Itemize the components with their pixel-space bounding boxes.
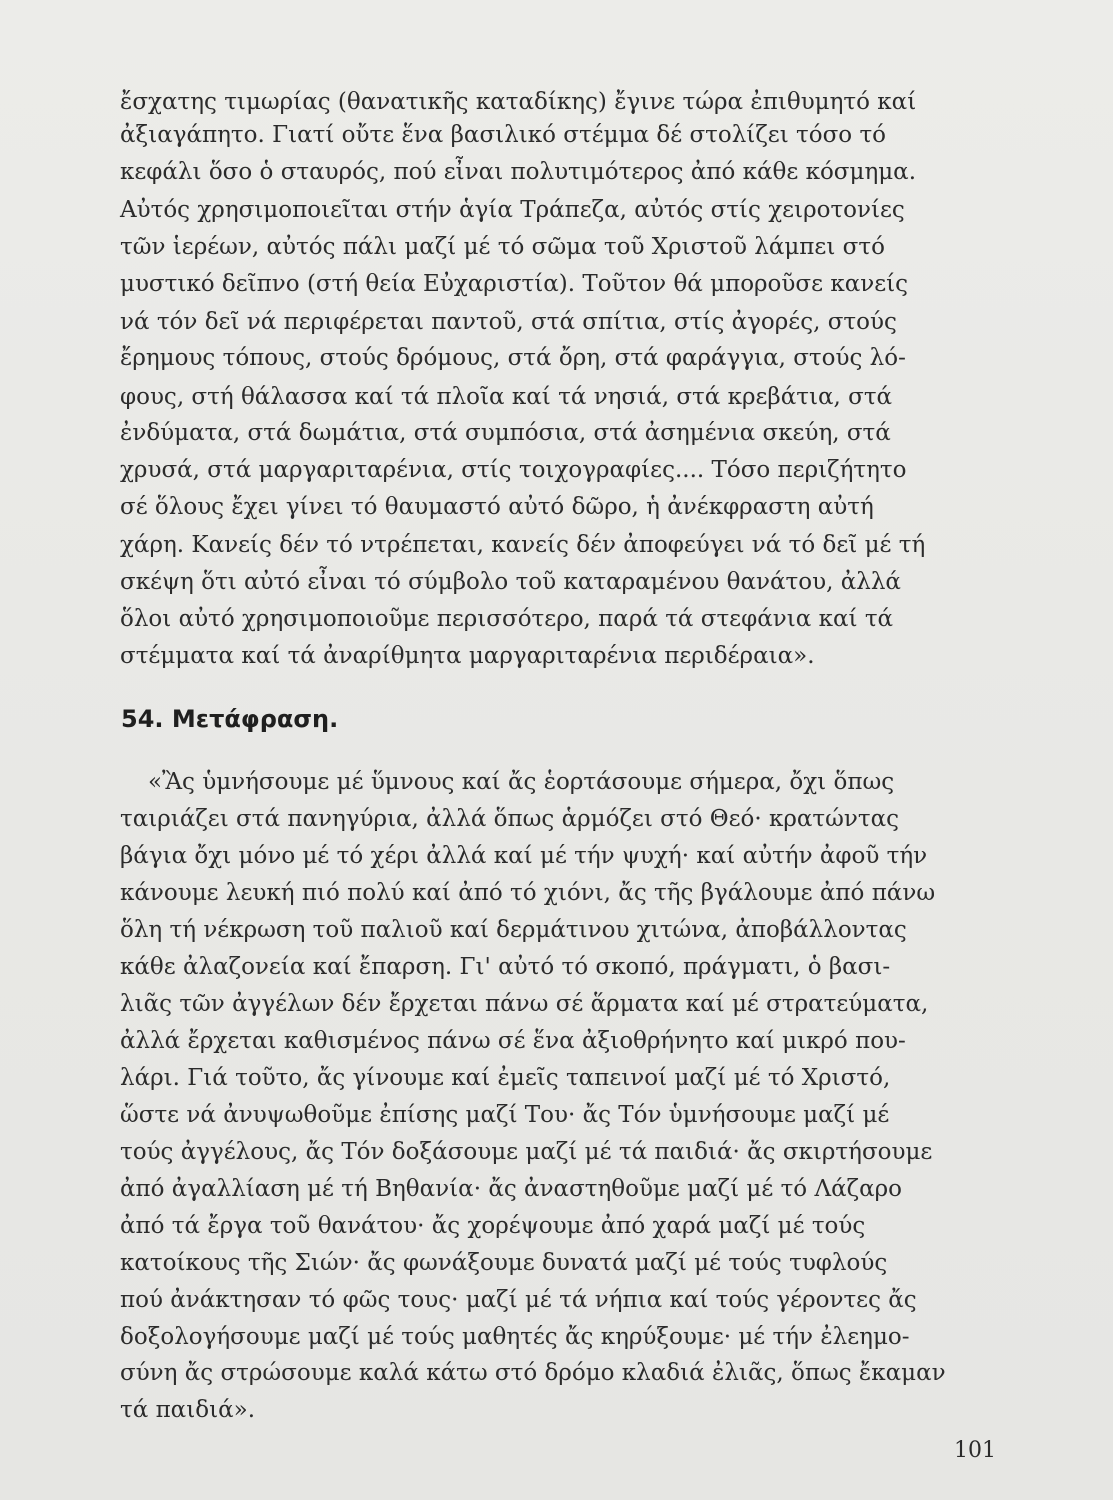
text-line: ταιριάζει στά πανηγύρια, ἀλλά ὅπως ἁρμόζει στό Θεό· κρατώντας (120, 806, 900, 832)
text-line: ὥστε νά ἀνυψωθοῦμε ἐπίσης μαζί Του· ἄς Τόν ὑμνήσουμε μαζί μέ (120, 1102, 890, 1128)
text-line: ἔρημους τόπους, στούς δρόμους, στά ὄρη, στά φαράγγια, στούς λό- (120, 345, 906, 371)
text-line: «Ἂς ὑμνήσουμε μέ ὕμνους καί ἄς ἑορτάσουμε σήμερα, ὄχι ὅπως (148, 769, 895, 795)
text-line: ἔσχατης τιμωρίας (θανατικῆς καταδίκης) ἔγινε τώρα ἐπιθυμητό καί (120, 89, 917, 115)
text-line: νά τόν δεῖ νά περιφέρεται παντοῦ, στά σπίτια, στίς ἀγορές, στούς (120, 309, 897, 335)
text-line: κάθε ἀλαζονεία καί ἔπαρση. Γι' αὐτό τό σκοπό, πράγματι, ὁ βασι- (120, 954, 891, 980)
text-line: κάνουμε λευκή πιό πολύ καί ἀπό τό χιόνι, ἄς τῆς βγάλουμε ἀπό πάνω (120, 880, 936, 906)
text-line: χάρη. Κανείς δέν τό ντρέπεται, κανείς δέν ἀποφεύγει νά τό δεῖ μέ τή (120, 532, 926, 558)
text-line: τά παιδιά». (120, 1397, 256, 1423)
text-line: κατοίκους τῆς Σιών· ἄς φωνάξουμε δυνατά μαζί μέ τούς τυφλούς (120, 1250, 888, 1276)
text-line: ἐνδύματα, στά δωμάτια, στά συμπόσια, στά ἀσημένια σκεύη, στά (120, 420, 891, 446)
text-line: μυστικό δεῖπνο (στή θεία Εὐχαριστία). Τοῦτον θά μποροῦσε κανείς (120, 271, 909, 297)
text-line: τούς ἀγγέλους, ἄς Τόν δοξάσουμε μαζί μέ τά παιδιά· ἄς σκιρτήσουμε (120, 1139, 933, 1165)
text-line: ὅλη τή νέκρωση τοῦ παλιοῦ καί δερμάτινου χιτώνα, ἀποβάλλοντας (120, 917, 907, 943)
text-line: τῶν ἱερέων, αὐτός πάλι μαζί μέ τό σῶμα τοῦ Χριστοῦ λάμπει στό (120, 234, 885, 260)
text-line: ἀπό τά ἔργα τοῦ θανάτου· ἄς χορέψουμε ἀπό χαρά μαζί μέ τούς (120, 1213, 866, 1239)
page-number: 101 (954, 1438, 996, 1463)
text-line: ἀπό ἀγαλλίαση μέ τή Βηθανία· ἄς ἀναστηθοῦμε μαζί μέ τό Λάζαρο (120, 1176, 902, 1202)
text-line: σέ ὅλους ἔχει γίνει τό θαυμαστό αὐτό δῶρο, ἡ ἀνέκφραστη αὐτή (120, 494, 874, 520)
text-line: ἀλλά ἔρχεται καθισμένος πάνω σέ ἕνα ἀξιοθρήνητο καί μικρό που- (120, 1028, 906, 1054)
section-heading: 54. Μετάφραση. (121, 705, 339, 733)
text-line: λάρι. Γιά τοῦτο, ἄς γίνουμε καί ἐμεῖς ταπεινοί μαζί μέ τό Χριστό, (120, 1065, 891, 1091)
text-line: χρυσά, στά μαργαριταρένια, στίς τοιχογραφίες.... Τόσο περιζήτητο (120, 457, 907, 483)
text-line: βάγια ὄχι μόνο μέ τό χέρι ἀλλά καί μέ τήν ψυχή· καί αὐτήν ἀφοῦ τήν (120, 843, 928, 869)
text-line: δοξολογήσουμε μαζί μέ τούς μαθητές ἄς κηρύξουμε· μέ τήν ἐλεημο- (120, 1324, 910, 1350)
text-line: πού ἀνάκτησαν τό φῶς τους· μαζί μέ τά νήπια καί τούς γέροντες ἄς (120, 1287, 917, 1313)
text-line: ὅλοι αὐτό χρησιμοποιοῦμε περισσότερο, παρά τά στεφάνια καί τά (120, 606, 894, 632)
text-line: στέμματα καί τά ἀναρίθμητα μαργαριταρένια περιδέραια». (120, 643, 815, 669)
text-line: λιᾶς τῶν ἀγγέλων δέν ἔρχεται πάνω σέ ἅρματα καί μέ στρατεύματα, (120, 991, 929, 1017)
text-line: σύνη ἄς στρώσουμε καλά κάτω στό δρόμο κλαδιά ἐλιᾶς, ὅπως ἔκαμαν (120, 1360, 946, 1386)
text-line: ἀξιαγάπητο. Γιατί οὔτε ἕνα βασιλικό στέμμα δέ στολίζει τόσο τό (120, 122, 887, 148)
text-line: Αὐτός χρησιμοποιεῖται στήν ἁγία Τράπεζα, αὐτός στίς χειροτονίες (120, 197, 905, 223)
text-line: κεφάλι ὅσο ὁ σταυρός, πού εἶναι πολυτιμότερος ἀπό κάθε κόσμημα. (120, 159, 917, 185)
text-line: φους, στή θάλασσα καί τά πλοῖα καί τά νησιά, στά κρεβάτια, στά (120, 384, 893, 410)
text-line: σκέψη ὅτι αὐτό εἶναι τό σύμβολο τοῦ καταραμένου θανάτου, ἀλλά (120, 569, 901, 595)
